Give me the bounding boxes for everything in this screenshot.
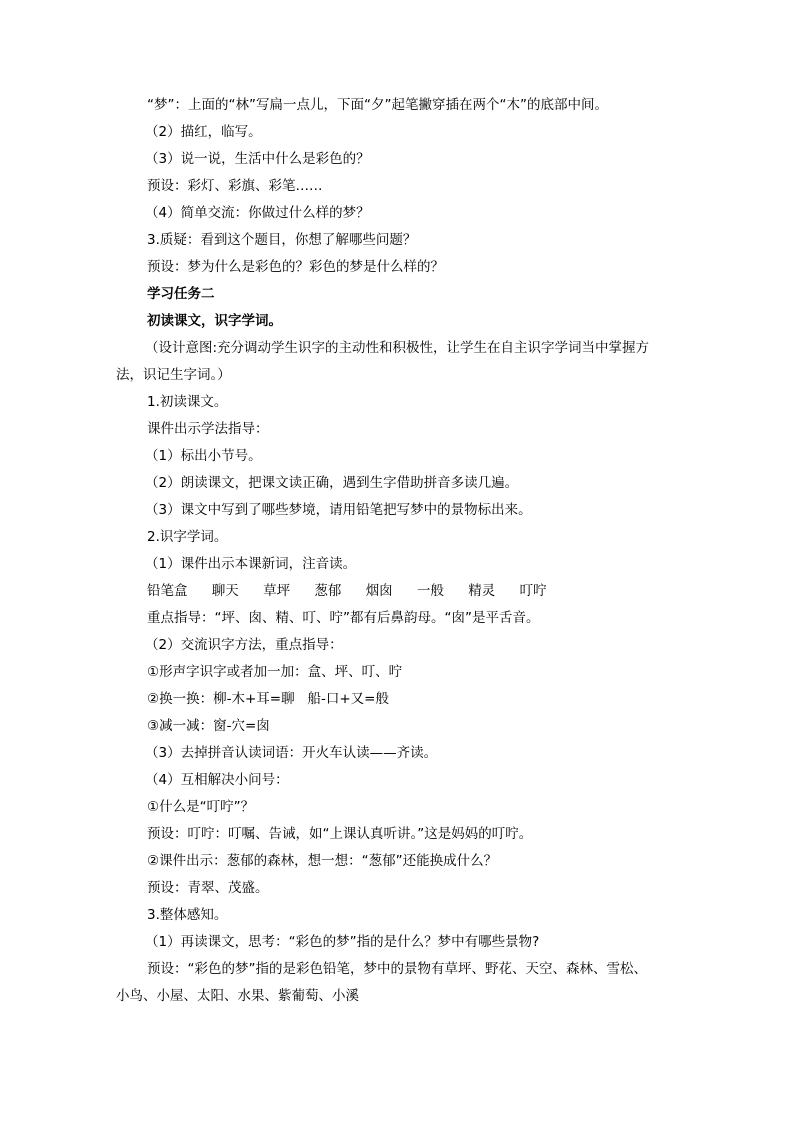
vocab-word: 精灵 [468,583,496,599]
text-line: ②课件出示：葱郁的森林，想一想：“葱郁”还能换成什么？ [147,853,498,869]
text-line: （2）朗读课文，把课文读正确，遇到生字借助拼音多读几遍。 [145,475,519,491]
text-line: 预设：“彩色的梦”指的是彩色铅笔，梦中的景物有草坪、野花、天空、森林、雪松、 [147,961,647,977]
section-subheading: 初读课文，识字学词。 [147,313,282,329]
vocab-list [118,578,684,605]
text-line: 预设：彩灯、彩旗、彩笔…… [147,178,323,194]
text-line: 预设：青翠、茂盛。 [147,880,269,896]
text-line: ③减一减：窗-穴=囱 [147,718,270,734]
document-body [118,92,684,1010]
design-intent-line: （设计意图:充分调动学生识字的主动性和积极性，让学生在自主识字学词当中掌握方 [145,340,650,356]
text-line: ①什么是“叮咛”？ [147,799,255,815]
text-line: （1）标出小节号。 [145,448,262,464]
text-line: “梦”：上面的“林”写扁一点儿，下面“夕”起笔撇穿插在两个“木”的底部中间。 [147,97,608,113]
text-line: （4）简单交流：你做过什么样的梦？ [145,205,370,221]
text-line: 课件出示学法指导： [147,421,269,437]
text-line: （3）去掉拼音认读词语：开火车认读——齐读。 [145,745,438,761]
text-line: （4）互相解决小问号： [145,772,289,788]
text-line: （1）课件出示本课新词，注音读。 [145,556,357,572]
text-line: （3）说一说，生活中什么是彩色的？ [145,151,370,167]
design-intent-line: 法，识记生字词。） [116,367,231,383]
vocab-word: 铅笔盒 [147,583,188,599]
text-line: 重点指导：“坪、囱、精、叮、咛”都有后鼻韵母。“囱”是平舌音。 [147,610,540,626]
section-heading: 学习任务二 [147,286,215,302]
text-line: 3.质疑：看到这个题目，你想了解哪些问题？ [147,232,417,248]
vocab-word: 草坪 [263,583,291,599]
vocab-word: 叮咛 [519,583,547,599]
text-line: 1.初读课文。 [147,394,228,410]
text-line: （1）再读课文，思考：“彩色的梦”指的是什么？梦中有哪些景物? [145,934,540,950]
text-line: 小鸟、小屋、太阳、水果、紫葡萄、小溪 [116,988,359,1004]
text-line: ②换一换：柳-木+耳=聊 船-口+又=般 [147,691,389,707]
vocab-word: 烟囱 [365,583,393,599]
text-line: （2）交流识字方法，重点指导： [145,637,343,653]
text-line: ①形声字识字或者加一加：盒、坪、叮、咛 [147,664,403,680]
text-line: 预设：梦为什么是彩色的？彩色的梦是什么样的？ [147,259,444,275]
vocab-word: 一般 [416,583,444,599]
text-line: 3.整体感知。 [147,907,228,923]
vocab-word: 聊天 [211,583,239,599]
text-line: （3）课文中写到了哪些梦境，请用铅笔把写梦中的景物标出来。 [145,502,532,518]
text-line: （2）描红，临写。 [145,124,262,140]
text-line: 2.识字学词。 [147,529,228,545]
text-line: 预设：叮咛：叮嘱、告诫，如“上课认真听讲。”这是妈妈的叮咛。 [147,826,533,842]
vocab-word: 葱郁 [314,583,342,599]
